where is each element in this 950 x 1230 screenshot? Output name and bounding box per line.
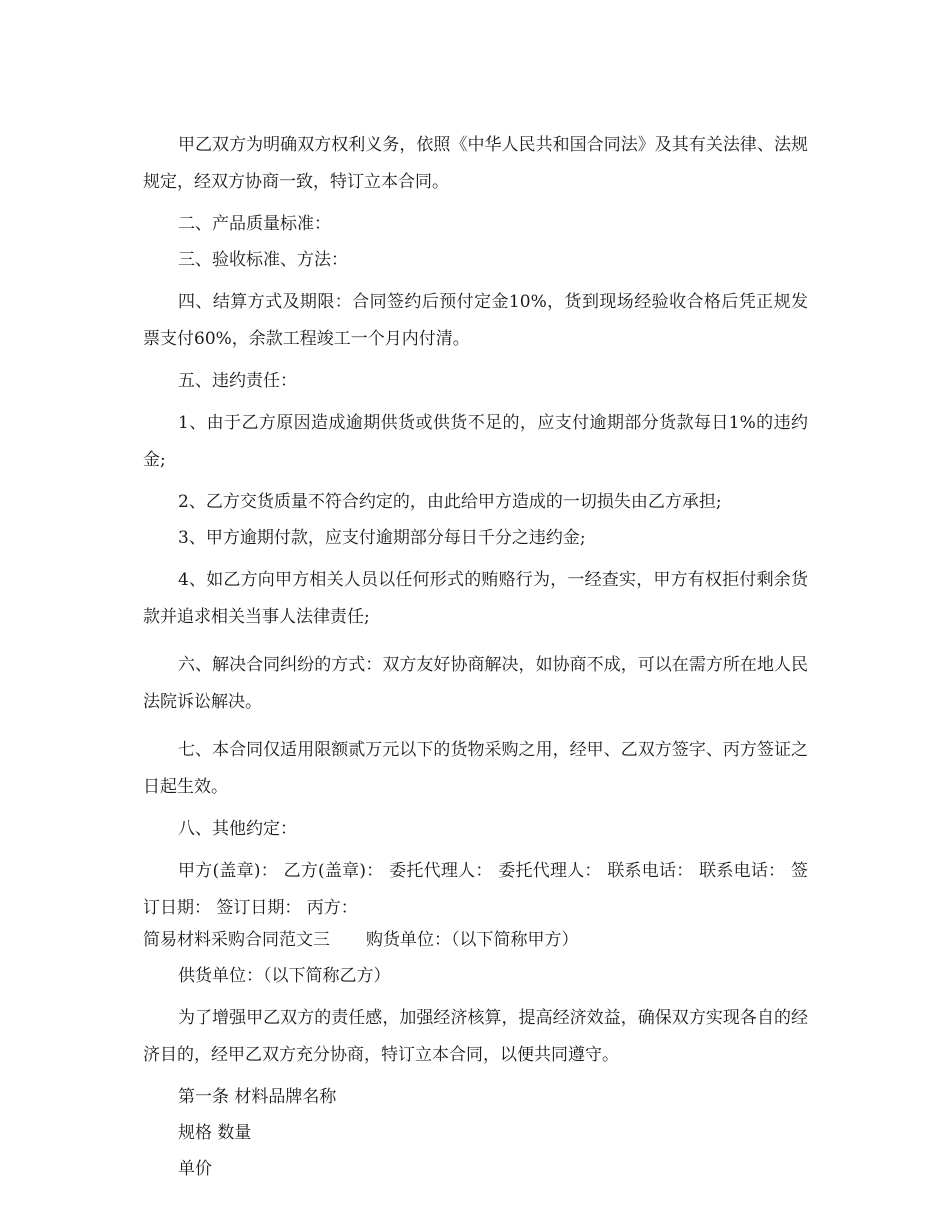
article-1-heading: 第一条 材料品牌名称 bbox=[178, 1087, 337, 1107]
document-body bbox=[143, 127, 808, 1193]
supplier-unit: 供货单位：（以下简称乙方） bbox=[178, 966, 391, 986]
clause-5-1: 1、由于乙方原因造成逾期供货或供货不足的，应支付逾期部分货款每日1%的违约金; bbox=[143, 413, 808, 470]
unit-price-line: 单价 bbox=[178, 1159, 212, 1179]
section-4-settlement: 四、结算方式及期限：合同签约后预付定金10%，货到现场经验收合格后凭正规发票支付60%，余款工程竣工一个月内付清。 bbox=[143, 292, 808, 349]
signature-block: 甲方(盖章)： 乙方(盖章)： 委托代理人： 委托代理人： 联系电话： 联系电话： 签订日期： 签订日期： 丙方： bbox=[143, 861, 808, 918]
section-7-validity: 七、本合同仅适用限额贰万元以下的货物采购之用，经甲、乙双方签字、丙方签证之日起生效。 bbox=[143, 740, 808, 797]
paragraph-intro: 甲乙双方为明确双方权利义务，依照《中华人民共和国合同法》及其有关法律、法规规定，经双方协商一致，特订立本合同。 bbox=[143, 135, 808, 192]
section-6-dispute: 六、解决合同纠纷的方式：双方友好协商解决，如协商不成，可以在需方所在地人民法院诉讼解决。 bbox=[143, 655, 808, 712]
buyer-unit: 购货单位：（以下简称甲方） bbox=[366, 930, 579, 950]
clause-5-2: 2、乙方交货质量不符合约定的，由此给甲方造成的一切损失由乙方承担; bbox=[178, 492, 722, 512]
third-contract-title: 简易材料采购合同范文三 bbox=[143, 930, 330, 950]
section-5-heading: 五、违约责任： bbox=[178, 371, 297, 391]
third-contract-header bbox=[143, 928, 808, 952]
clause-5-4: 4、如乙方向甲方相关人员以任何形式的贿赂行为，一经查实，甲方有权拒付剩余货款并追求相关当事人法律责任; bbox=[143, 570, 808, 627]
spec-quantity-line: 规格 数量 bbox=[178, 1123, 252, 1143]
section-8-heading: 八、其他约定： bbox=[178, 819, 297, 839]
section-2-heading: 二、产品质量标准： bbox=[178, 214, 331, 234]
clause-5-3: 3、甲方逾期付款，应支付逾期部分每日千分之违约金; bbox=[178, 528, 586, 548]
paragraph-purpose: 为了增强甲乙双方的责任感，加强经济核算，提高经济效益，确保双方实现各自的经济目的，经甲乙双方充分协商，特订立本合同，以便共同遵守。 bbox=[143, 1008, 808, 1065]
section-3-heading: 三、验收标准、方法： bbox=[178, 250, 348, 270]
